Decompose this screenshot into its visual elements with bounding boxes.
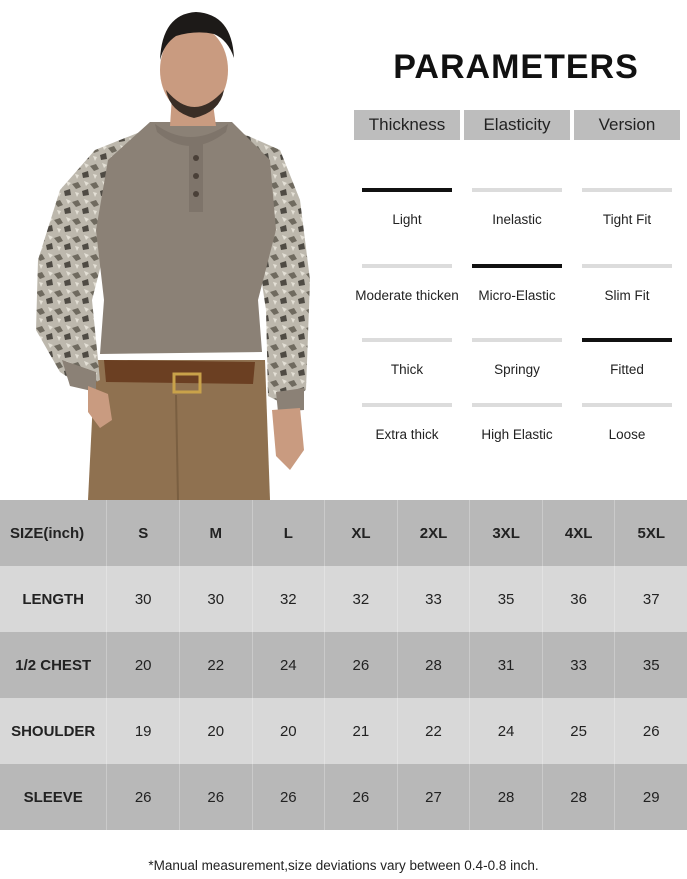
row-label: LENGTH bbox=[22, 590, 85, 608]
table-cell: 26 bbox=[106, 764, 179, 830]
table-cell: 19 bbox=[106, 698, 179, 764]
param-option bbox=[574, 403, 680, 442]
param-option-label: Fitted bbox=[610, 362, 644, 377]
table-cell: 30 bbox=[179, 566, 252, 632]
row-label: 1/2 CHEST bbox=[15, 656, 92, 674]
table-cell: 20 bbox=[252, 698, 325, 764]
indicator-bar bbox=[582, 403, 672, 407]
param-option-label: Slim Fit bbox=[604, 288, 650, 303]
table-cell: 26 bbox=[179, 764, 252, 830]
table-cell: 37 bbox=[614, 566, 687, 632]
indicator-bar bbox=[362, 403, 452, 407]
table-cell: 26 bbox=[252, 764, 325, 830]
size-header-cell: 2XL bbox=[397, 500, 470, 566]
param-header-thickness: Thickness bbox=[354, 110, 460, 140]
table-row bbox=[0, 566, 687, 632]
table-row bbox=[0, 764, 687, 830]
param-column-version bbox=[574, 110, 680, 442]
size-header-cell: S bbox=[106, 500, 179, 566]
table-cell: 20 bbox=[179, 698, 252, 764]
active-indicator-bar bbox=[582, 338, 672, 342]
table-cell: 33 bbox=[542, 632, 615, 698]
param-option bbox=[354, 188, 460, 227]
table-cell: 22 bbox=[179, 632, 252, 698]
param-option-label: Moderate thicken bbox=[355, 288, 459, 303]
indicator-bar bbox=[582, 264, 672, 268]
size-chart-table bbox=[0, 500, 687, 830]
param-option bbox=[464, 188, 570, 227]
table-header-row bbox=[0, 500, 687, 566]
table-cell: 20 bbox=[106, 632, 179, 698]
table-cell: 27 bbox=[397, 764, 470, 830]
row-label: SHOULDER bbox=[11, 722, 96, 740]
table-cell: 33 bbox=[397, 566, 470, 632]
table-cell: 35 bbox=[469, 566, 542, 632]
param-option bbox=[464, 338, 570, 377]
table-row bbox=[0, 632, 687, 698]
table-cell: 32 bbox=[324, 566, 397, 632]
table-cell: 28 bbox=[469, 764, 542, 830]
indicator-bar bbox=[582, 188, 672, 192]
param-option-label: Extra thick bbox=[375, 427, 439, 442]
active-indicator-bar bbox=[362, 188, 452, 192]
size-header-cell: XL bbox=[324, 500, 397, 566]
table-cell: 35 bbox=[614, 632, 687, 698]
param-column-thickness bbox=[354, 110, 460, 442]
param-option-label: High Elastic bbox=[481, 427, 553, 442]
size-header-cell: 5XL bbox=[614, 500, 687, 566]
param-option-label: Springy bbox=[494, 362, 540, 377]
param-option-label: Tight Fit bbox=[602, 212, 652, 227]
size-header-cell: 3XL bbox=[469, 500, 542, 566]
table-cell: 28 bbox=[397, 632, 470, 698]
table-cell: 21 bbox=[324, 698, 397, 764]
indicator-bar bbox=[472, 403, 562, 407]
size-header-cell: M bbox=[179, 500, 252, 566]
indicator-bar bbox=[362, 264, 452, 268]
indicator-bar bbox=[362, 338, 452, 342]
table-cell: 26 bbox=[324, 764, 397, 830]
size-header-label: SIZE(inch) bbox=[10, 524, 85, 542]
table-cell: 32 bbox=[252, 566, 325, 632]
table-cell: 26 bbox=[324, 632, 397, 698]
param-option bbox=[574, 188, 680, 227]
param-option-label: Inelastic bbox=[492, 212, 542, 227]
active-indicator-bar bbox=[472, 264, 562, 268]
param-column-elasticity bbox=[464, 110, 570, 442]
param-header-version: Version bbox=[574, 110, 680, 140]
table-cell: 22 bbox=[397, 698, 470, 764]
row-label: SLEEVE bbox=[23, 788, 83, 806]
table-cell: 30 bbox=[106, 566, 179, 632]
product-photo bbox=[0, 0, 345, 500]
param-option bbox=[354, 403, 460, 442]
table-cell: 24 bbox=[252, 632, 325, 698]
size-header-cell: L bbox=[252, 500, 325, 566]
table-cell: 29 bbox=[614, 764, 687, 830]
param-option bbox=[354, 338, 460, 377]
table-cell: 24 bbox=[469, 698, 542, 764]
parameters-title: PARAMETERS bbox=[393, 48, 639, 86]
table-cell: 25 bbox=[542, 698, 615, 764]
table-cell: 31 bbox=[469, 632, 542, 698]
size-header-cell: 4XL bbox=[542, 500, 615, 566]
param-option-label: Micro-Elastic bbox=[478, 288, 556, 303]
param-option bbox=[574, 338, 680, 377]
model-illustration bbox=[0, 0, 345, 500]
table-row bbox=[0, 698, 687, 764]
table-cell: 36 bbox=[542, 566, 615, 632]
param-option-label: Loose bbox=[608, 427, 646, 442]
param-option bbox=[354, 264, 460, 303]
table-cell: 26 bbox=[614, 698, 687, 764]
indicator-bar bbox=[472, 338, 562, 342]
param-option bbox=[464, 264, 570, 303]
measurement-footnote: *Manual measurement,size deviations vary between 0.4-0.8 inch. bbox=[148, 858, 539, 873]
param-header-elasticity: Elasticity bbox=[464, 110, 570, 140]
table-cell: 28 bbox=[542, 764, 615, 830]
param-option-label: Thick bbox=[390, 362, 424, 377]
indicator-bar bbox=[472, 188, 562, 192]
param-option-label: Light bbox=[392, 212, 422, 227]
param-option bbox=[574, 264, 680, 303]
param-option bbox=[464, 403, 570, 442]
